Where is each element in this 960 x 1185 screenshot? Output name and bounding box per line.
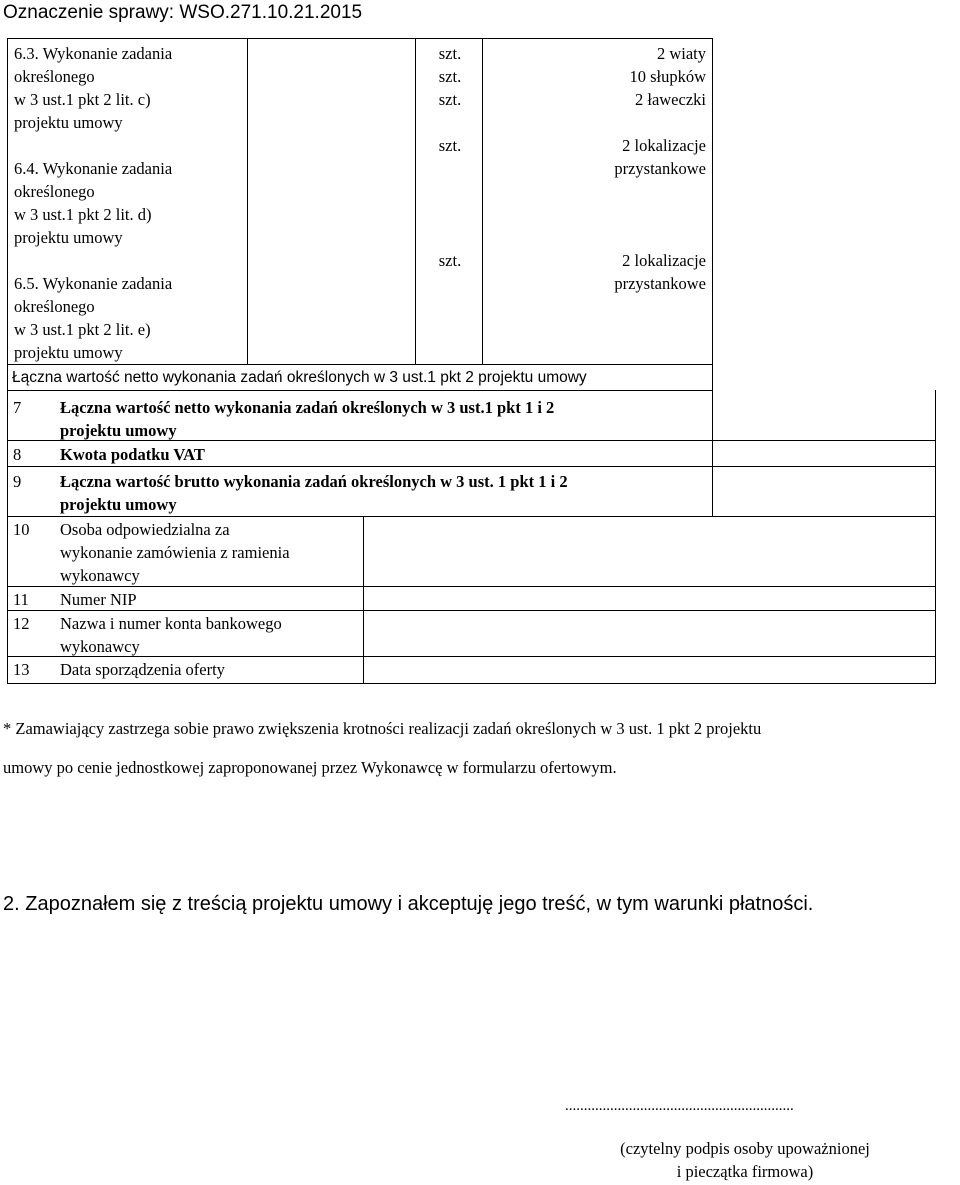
row-10-number: 10 [13, 520, 30, 539]
lower-table-bottom-border [7, 683, 936, 684]
lower-table-right-border [935, 390, 936, 684]
task-6-4-quantity: 2 lokalizacje przystankowe [614, 136, 706, 178]
task-6-3-quantity: 2 wiaty 10 słupków 2 ławeczki [629, 44, 706, 109]
row-9-label: Łączna wartość brutto wykonania zadań określonych w 3 ust. 1 pkt 1 i 2 projektu umowy [60, 472, 568, 514]
row-8-label: Kwota podatku VAT [60, 445, 205, 464]
task-6-4-unit: szt. [438, 136, 462, 155]
upper-table-total-separator [7, 364, 712, 365]
task-6-3-label: 6.3. Wykonanie zadania określonego w 3 ust.1 pkt 2 lit. c) projektu umowy [14, 44, 173, 132]
upper-table-left-border [7, 38, 8, 390]
lower-table-row-line-9 [7, 516, 936, 517]
row-7-number: 7 [13, 398, 22, 417]
row-12-number: 12 [13, 614, 30, 633]
signature-caption-line-2: i pieczątka firmowa) [676, 1162, 814, 1181]
case-reference: Oznaczenie sprawy: WSO.271.10.21.2015 [3, 2, 363, 23]
row-13-number: 13 [13, 660, 30, 679]
upper-table-divider-1 [247, 38, 248, 364]
task-6-5-label: 6.5. Wykonanie zadania określonego w 3 ust.1 pkt 2 lit. e) projektu umowy [14, 274, 173, 362]
task-6-5-unit: szt. [438, 251, 462, 270]
upper-table-top-border [7, 38, 712, 39]
lower-table-value-divider [712, 390, 713, 516]
footnote-line-2: umowy po cenie jednostkowej zaproponowanej przez Wykonawcę w formularzu ofertowym. [3, 758, 617, 777]
row-9-number: 9 [13, 472, 22, 491]
lower-table-left-border [7, 390, 8, 684]
upper-table-divider-2 [415, 38, 416, 364]
lower-table-mid-divider [363, 516, 364, 684]
signature-caption [560, 1137, 930, 1183]
row-10-label: Osoba odpowiedzialna za wykonanie zamówienia z ramienia wykonawcy [60, 520, 290, 585]
row-11-label: Numer NIP [60, 590, 137, 609]
lower-table-row-line-8 [7, 466, 936, 467]
task-6-3-unit: szt. szt. szt. [438, 44, 462, 109]
acceptance-statement: 2. Zapoznałem się z treścią projektu umowy i akceptuję jego treść, w tym warunki płatności. [3, 893, 814, 915]
row-11-number: 11 [13, 590, 29, 609]
task-6-5-quantity: 2 lokalizacje przystankowe [614, 251, 706, 293]
upper-table-right-border [712, 38, 713, 390]
upper-table-bottom-border [7, 390, 712, 391]
signature-line: ............................................................. [565, 1098, 794, 1114]
signature-caption-line-1: (czytelny podpis osoby upoważnionej [620, 1139, 870, 1158]
lower-table-row-line-11 [7, 610, 936, 611]
upper-total-label: Łączna wartość netto wykonania zadań określonych w 3 ust.1 pkt 2 projektu umowy [12, 369, 587, 386]
task-6-4-label: 6.4. Wykonanie zadania określonego w 3 ust.1 pkt 2 lit. d) projektu umowy [14, 159, 173, 247]
row-8-number: 8 [13, 445, 22, 464]
footnote-line-1: * Zamawiający zastrzega sobie prawo zwiększenia krotności realizacji zadań określonych w 3 ust. 1 pkt 2 projektu [3, 719, 762, 738]
row-7-label: Łączna wartość netto wykonania zadań określonych w 3 ust.1 pkt 1 i 2 projektu umowy [60, 398, 555, 440]
upper-table-divider-3 [482, 38, 483, 364]
row-12-label: Nazwa i numer konta bankowego wykonawcy [60, 614, 282, 656]
row-13-label: Data sporządzenia oferty [60, 660, 225, 679]
